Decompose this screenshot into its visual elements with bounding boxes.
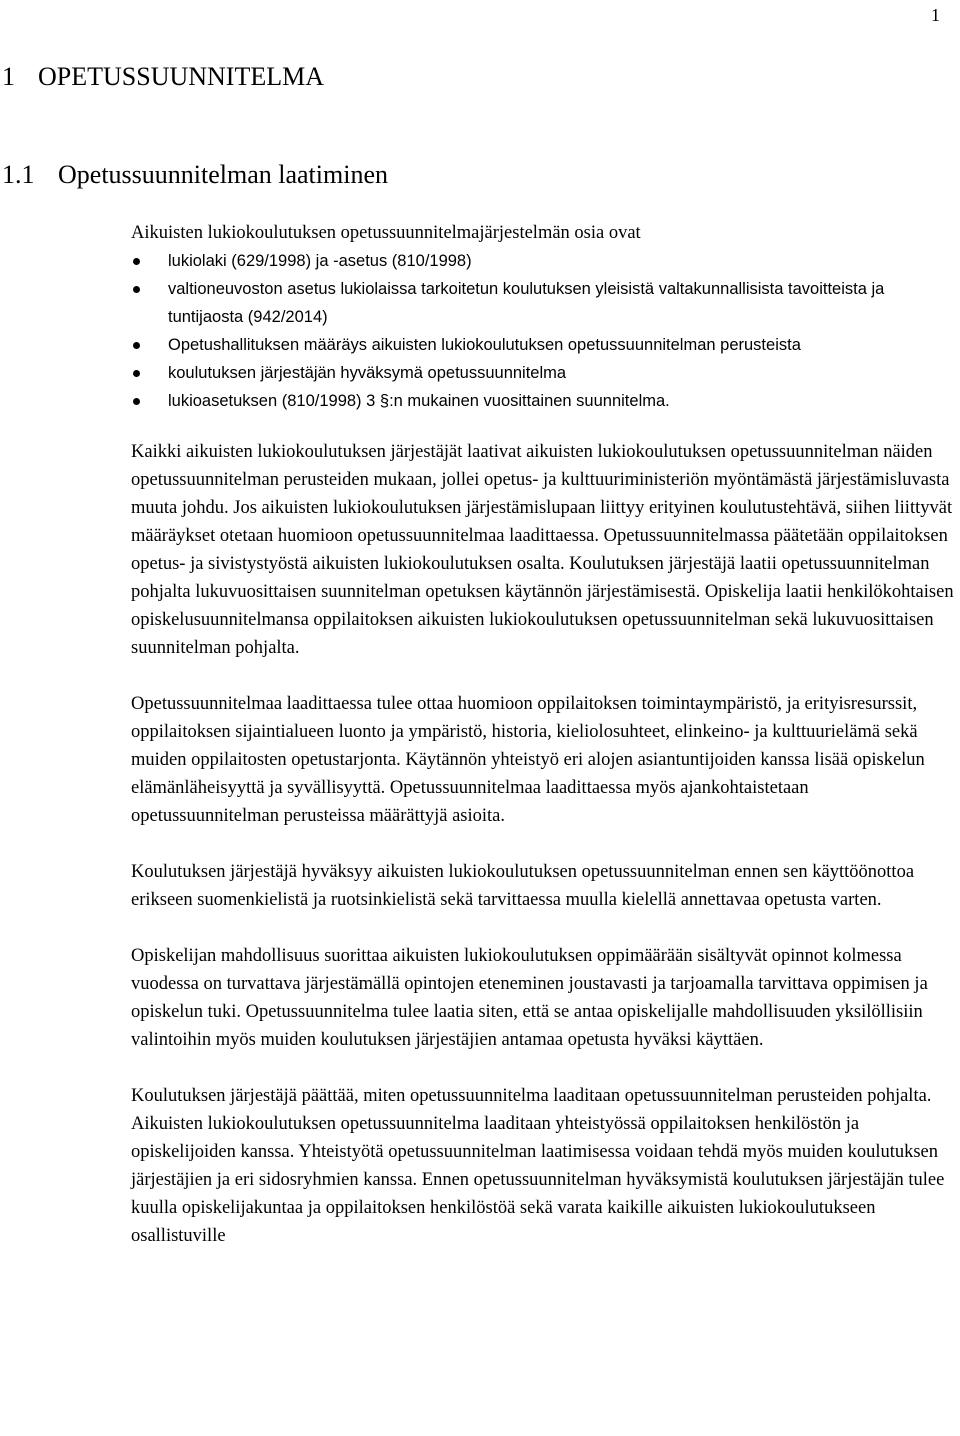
bullet-icon bbox=[133, 258, 140, 265]
list-item-text: lukiolaki (629/1998) ja -asetus (810/1998) bbox=[168, 252, 472, 270]
bullet-list bbox=[131, 247, 959, 415]
list-item bbox=[131, 275, 959, 331]
document-body bbox=[131, 219, 959, 1250]
bullet-icon bbox=[133, 342, 140, 349]
list-item-text: lukioasetuksen (810/1998) 3 §:n mukainen vuosittainen suunnitelma. bbox=[168, 392, 670, 410]
body-paragraph: Kaikki aikuisten lukiokoulutuksen järjestäjät laativat aikuisten lukiokoulutuksen opetussuunnitelman näiden opetussuunnitelman perusteiden mukaan, jollei opetus- ja kulttuuriministeriön myöntämästä järjestämisluvasta muuta johdu. Jos aikuisten lukiokoulutuksen järjestämislupaan liittyy erityinen koulutustehtävä, siihen liittyvät määräykset otetaan huomioon opetussuunnitelmaa laadittaessa. Opetussuunnitelmassa päätetään oppilaitoksen opetus- ja sivistystyöstä aikuisten lukiokoulutuksen osalta. Koulutuksen järjestäjä laatii opetussuunnitelman pohjalta lukuvuosittaisen suunnitelman opetuksen käytännön järjestämisestä. Opiskelija laatii henkilökohtaisen opiskelusuunnitelmansa oppilaitoksen aikuisten lukiokoulutuksen opetussuunnitelman sekä lukuvuosittaisen suunnitelman pohjalta. bbox=[131, 442, 954, 658]
bullet-icon bbox=[133, 370, 140, 377]
section-number: 1.1 bbox=[2, 160, 35, 189]
chapter-title: OPETUSSUUNNITELMA bbox=[38, 62, 324, 91]
section-title: Opetussuunnitelman laatiminen bbox=[58, 160, 388, 189]
body-paragraph: Koulutuksen järjestäjä hyväksyy aikuisten lukiokoulutuksen opetussuunnitelman ennen sen käyttöönottoa erikseen suomenkielistä ja ruotsinkielistä sekä tarvittaessa muulla kielellä annettavaa opetusta varten. bbox=[131, 862, 915, 910]
list-item bbox=[131, 359, 959, 387]
body-paragraph: Opiskelijan mahdollisuus suorittaa aikuisten lukiokoulutuksen oppimäärään sisältyvät opinnot kolmessa vuodessa on turvattava järjestämällä opintojen eteneminen joustavasti ja tarjoamalla tarvittava oppimisen ja opiskelun tuki. Opetussuunnitelma tulee laatia siten, että se antaa opiskelijalle mahdollisuuden yksilöllisiin valintoihin myös muiden koulutuksen järjestäjien antamaa opetusta hyväksi käyttäen. bbox=[131, 946, 928, 1050]
bullet-icon bbox=[133, 398, 140, 405]
list-item-text: valtioneuvoston asetus lukiolaissa tarkoitetun koulutuksen yleisistä valtakunnallisista tavoitteista ja tuntijaosta (942/2014) bbox=[168, 280, 885, 326]
body-paragraph: Opetussuunnitelmaa laadittaessa tulee ottaa huomioon oppilaitoksen toimintaympäristö, ja erityisresurssit, oppilaitoksen sijaintialueen luonto ja ympäristö, historia, kieliolosuhteet, elinkeino- ja kulttuurielämä sekä muiden oppilaitosten opetustarjonta. Käytännön yhteistyö eri alojen asiantuntijoiden kanssa lisää opiskelun elämänläheisyyttä ja syvällisyyttä. Opetussuunnitelmaa laadittaessa myös ajankohtaistetaan opetussuunnitelman perusteissa määrättyjä asioita. bbox=[131, 694, 925, 826]
chapter-number: 1 bbox=[2, 62, 15, 91]
list-item bbox=[131, 331, 959, 359]
list-item bbox=[131, 387, 959, 415]
page-number: 1 bbox=[931, 5, 940, 25]
intro-paragraph: Aikuisten lukiokoulutuksen opetussuunnitelmajärjestelmän osia ovat bbox=[131, 223, 641, 243]
section-heading bbox=[2, 158, 388, 192]
bullet-icon bbox=[133, 286, 140, 293]
list-item-text: Opetushallituksen määräys aikuisten lukiokoulutuksen opetussuunnitelman perusteista bbox=[168, 336, 801, 354]
list-item bbox=[131, 247, 959, 275]
list-item-text: koulutuksen järjestäjän hyväksymä opetussuunnitelma bbox=[168, 364, 567, 382]
body-paragraph: Koulutuksen järjestäjä päättää, miten opetussuunnitelma laaditaan opetussuunnitelman perusteiden pohjalta. Aikuisten lukiokoulutuksen opetussuunnitelma laaditaan yhteistyössä oppilaitoksen henkilöstön ja opiskelijoiden kanssa. Yhteistyötä opetussuunnitelman laatimisessa voidaan tehdä myös muiden koulutuksen järjestäjien ja eri sidosryhmien kanssa. Ennen opetussuunnitelman hyväksymistä koulutuksen järjestäjän tulee kuulla opiskelijakuntaa ja oppilaitoksen henkilöstöä sekä varata kaikille aikuisten lukiokoulutukseen osallistuville bbox=[131, 1086, 945, 1246]
chapter-heading bbox=[2, 60, 324, 94]
